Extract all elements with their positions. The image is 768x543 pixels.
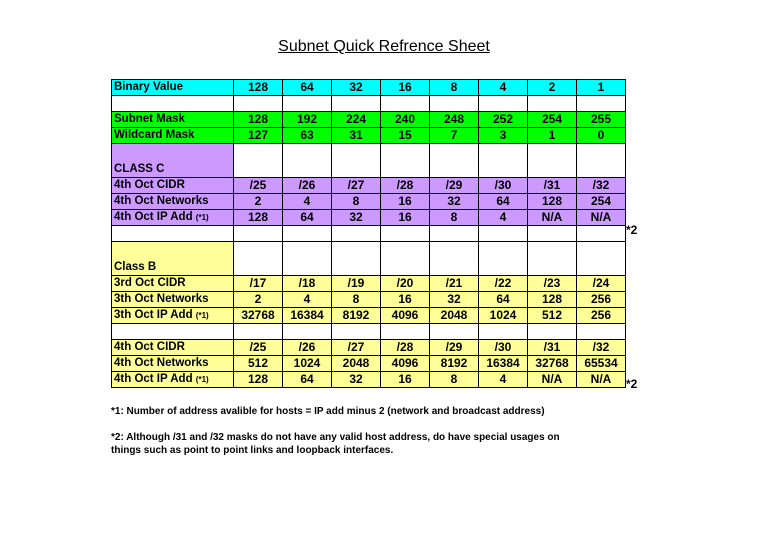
value-cell: N/A [528, 210, 577, 226]
row-b4-ipadd [112, 372, 626, 388]
value-cell: 4 [283, 292, 332, 308]
blank-cell [332, 242, 381, 276]
blank-cell [381, 242, 430, 276]
blank-cell [381, 324, 430, 340]
value-cell: 16 [381, 372, 430, 388]
row-label-text: 4th Oct Networks [114, 195, 209, 207]
blank-cell [112, 96, 234, 112]
blank-cell [577, 144, 626, 178]
blank-cell [381, 226, 430, 242]
page-title: Subnet Quick Refrence Sheet [278, 38, 490, 55]
subnet-table [111, 79, 626, 388]
value-cell: 224 [332, 112, 381, 128]
row-label-text: Binary Value [114, 81, 184, 93]
blank-cell [234, 242, 283, 276]
blank-cell [430, 96, 479, 112]
row-label-text: Subnet Mask [114, 113, 185, 125]
value-cell: /20 [381, 276, 430, 292]
blank-cell [479, 242, 528, 276]
value-cell: 4096 [381, 308, 430, 324]
value-cell: 512 [528, 308, 577, 324]
value-cell: /27 [332, 178, 381, 194]
value-cell: 252 [479, 112, 528, 128]
row-label [112, 242, 234, 276]
blank-cell [283, 242, 332, 276]
value-cell: /31 [528, 340, 577, 356]
row-class-b [112, 242, 626, 276]
value-cell: 2048 [332, 356, 381, 372]
row-label [112, 276, 234, 292]
row-binary [112, 80, 626, 96]
value-cell: /29 [430, 178, 479, 194]
row-label-text: 3th Oct Networks [114, 293, 209, 305]
value-cell: 63 [283, 128, 332, 144]
value-cell: N/A [528, 372, 577, 388]
blank-cell [430, 144, 479, 178]
value-cell: 32 [332, 80, 381, 96]
blank-cell [528, 226, 577, 242]
blank-cell [234, 144, 283, 178]
value-cell: 2 [234, 194, 283, 210]
blank-cell [528, 324, 577, 340]
row-label-text: 3rd Oct CIDR [114, 277, 186, 289]
row-label [112, 128, 234, 144]
value-cell: 64 [283, 210, 332, 226]
row-subnet-mask [112, 112, 626, 128]
blank-cell [577, 226, 626, 242]
value-cell: 240 [381, 112, 430, 128]
value-cell: 1024 [283, 356, 332, 372]
value-cell: 1 [528, 128, 577, 144]
row-label [112, 356, 234, 372]
value-cell: 15 [381, 128, 430, 144]
value-cell: 32 [430, 194, 479, 210]
value-cell: /27 [332, 340, 381, 356]
blank-cell [381, 144, 430, 178]
value-cell: 32 [332, 372, 381, 388]
value-cell: /21 [430, 276, 479, 292]
row-b4-cidr [112, 340, 626, 356]
blank-cell [430, 242, 479, 276]
blank-cell [528, 144, 577, 178]
value-cell: 127 [234, 128, 283, 144]
row-label-text: 4th Oct IP Add [114, 211, 193, 223]
row-label-text: Class B [114, 261, 157, 273]
footnote-ref: (*1) [195, 213, 209, 222]
value-cell: 2 [234, 292, 283, 308]
value-cell: /18 [283, 276, 332, 292]
blank-cell [381, 96, 430, 112]
blank-cell [112, 226, 234, 242]
value-cell: 3 [479, 128, 528, 144]
blank-cell [577, 324, 626, 340]
blank-cell [283, 144, 332, 178]
row-c-networks [112, 194, 626, 210]
value-cell: 16384 [479, 356, 528, 372]
blank-cell [234, 324, 283, 340]
row-label-text: CLASS C [114, 163, 165, 175]
value-cell: /22 [479, 276, 528, 292]
row-c-cidr [112, 178, 626, 194]
row-b-networks [112, 292, 626, 308]
value-cell: 64 [479, 194, 528, 210]
value-cell: 8 [430, 372, 479, 388]
blank-cell [234, 226, 283, 242]
value-cell: 16 [381, 210, 430, 226]
value-cell: 32 [430, 292, 479, 308]
value-cell: /32 [577, 340, 626, 356]
value-cell: 64 [283, 372, 332, 388]
value-cell: /30 [479, 340, 528, 356]
value-cell: 0 [577, 128, 626, 144]
value-cell: /32 [577, 178, 626, 194]
value-cell: 65534 [577, 356, 626, 372]
value-cell: 254 [528, 112, 577, 128]
row-label [112, 178, 234, 194]
value-cell: 4 [479, 210, 528, 226]
blank-cell [479, 96, 528, 112]
footnote-1: *1: Number of address avalible for hosts = IP add minus 2 (network and broadcast address) [111, 406, 545, 417]
value-cell: 1024 [479, 308, 528, 324]
row-label-text: 3th Oct IP Add [114, 309, 193, 321]
side-note-class-b: *2 [626, 377, 638, 391]
row-label [112, 194, 234, 210]
value-cell: /25 [234, 178, 283, 194]
value-cell: 128 [234, 210, 283, 226]
value-cell: 4 [479, 80, 528, 96]
value-cell: /26 [283, 340, 332, 356]
value-cell: 8 [430, 80, 479, 96]
value-cell: /30 [479, 178, 528, 194]
blank-cell [479, 144, 528, 178]
value-cell: 128 [528, 292, 577, 308]
row-b4-networks [112, 356, 626, 372]
value-cell: /31 [528, 178, 577, 194]
value-cell: 32768 [528, 356, 577, 372]
blank-cell [332, 226, 381, 242]
footnote-ref: (*1) [195, 311, 209, 320]
value-cell: 16 [381, 80, 430, 96]
spacer-row [112, 324, 626, 340]
value-cell: 7 [430, 128, 479, 144]
value-cell: 255 [577, 112, 626, 128]
spacer-row [112, 96, 626, 112]
blank-cell [479, 226, 528, 242]
value-cell: 64 [479, 292, 528, 308]
row-label [112, 340, 234, 356]
value-cell: 254 [577, 194, 626, 210]
value-cell: N/A [577, 372, 626, 388]
row-label [112, 308, 234, 324]
blank-cell [430, 226, 479, 242]
blank-cell [528, 96, 577, 112]
blank-cell [332, 96, 381, 112]
blank-cell [332, 144, 381, 178]
row-c-ipadd [112, 210, 626, 226]
value-cell: 32 [332, 210, 381, 226]
footnote-ref: (*1) [195, 375, 209, 384]
value-cell: /19 [332, 276, 381, 292]
value-cell: 2048 [430, 308, 479, 324]
value-cell: /28 [381, 340, 430, 356]
value-cell: 4 [283, 194, 332, 210]
row-b-cidr [112, 276, 626, 292]
row-label [112, 144, 234, 178]
value-cell: 248 [430, 112, 479, 128]
blank-cell [283, 226, 332, 242]
blank-cell [283, 96, 332, 112]
blank-cell [430, 324, 479, 340]
blank-cell [528, 242, 577, 276]
value-cell: 2 [528, 80, 577, 96]
row-label [112, 372, 234, 388]
footnote-2-line-1: *2: Although /31 and /32 masks do not have any valid host address, do have special usages on [111, 432, 560, 443]
value-cell: 4096 [381, 356, 430, 372]
value-cell: /24 [577, 276, 626, 292]
blank-cell [112, 324, 234, 340]
value-cell: 31 [332, 128, 381, 144]
value-cell: 64 [283, 80, 332, 96]
side-note-class-c: *2 [626, 223, 638, 237]
row-label [112, 210, 234, 226]
value-cell: /26 [283, 178, 332, 194]
row-label-text: 4th Oct CIDR [114, 179, 185, 191]
row-label-text: 4th Oct IP Add [114, 373, 193, 385]
value-cell: 8192 [430, 356, 479, 372]
value-cell: 32768 [234, 308, 283, 324]
blank-cell [577, 96, 626, 112]
row-label-text: 4th Oct Networks [114, 357, 209, 369]
value-cell: 4 [479, 372, 528, 388]
value-cell: 16 [381, 194, 430, 210]
value-cell: 512 [234, 356, 283, 372]
value-cell: 8 [332, 194, 381, 210]
row-label-text: Wildcard Mask [114, 129, 195, 141]
value-cell: 128 [234, 372, 283, 388]
value-cell: 256 [577, 292, 626, 308]
value-cell: /28 [381, 178, 430, 194]
value-cell: 16384 [283, 308, 332, 324]
value-cell: 256 [577, 308, 626, 324]
value-cell: 16 [381, 292, 430, 308]
value-cell: N/A [577, 210, 626, 226]
blank-cell [332, 324, 381, 340]
row-label-text: 4th Oct CIDR [114, 341, 185, 353]
value-cell: /29 [430, 340, 479, 356]
value-cell: /25 [234, 340, 283, 356]
blank-cell [234, 96, 283, 112]
value-cell: 8192 [332, 308, 381, 324]
row-label [112, 80, 234, 96]
blank-cell [577, 242, 626, 276]
value-cell: 192 [283, 112, 332, 128]
row-label [112, 292, 234, 308]
footnote-2-line-2: things such as point to point links and loopback interfaces. [111, 445, 394, 456]
blank-cell [283, 324, 332, 340]
value-cell: 8 [332, 292, 381, 308]
value-cell: 1 [577, 80, 626, 96]
value-cell: 128 [528, 194, 577, 210]
row-b-ipadd [112, 308, 626, 324]
value-cell: /17 [234, 276, 283, 292]
row-class-c [112, 144, 626, 178]
value-cell: 128 [234, 112, 283, 128]
spacer-row [112, 226, 626, 242]
value-cell: 8 [430, 210, 479, 226]
value-cell: 128 [234, 80, 283, 96]
row-wildcard [112, 128, 626, 144]
row-label [112, 112, 234, 128]
blank-cell [479, 324, 528, 340]
value-cell: /23 [528, 276, 577, 292]
